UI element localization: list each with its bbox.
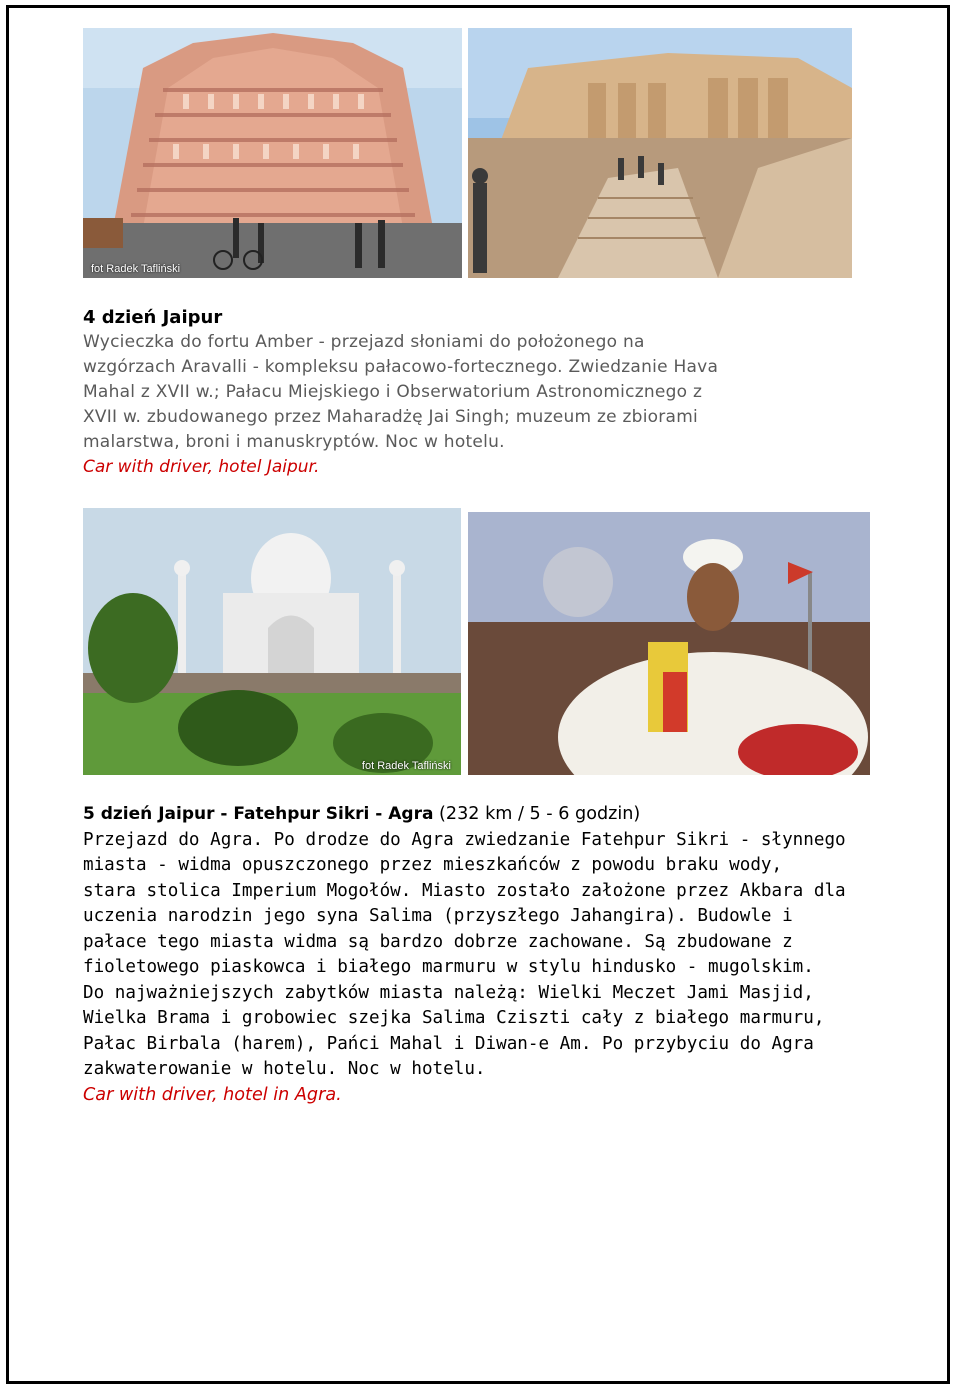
day5-line: Do najważniejszych zabytków miasta należą: Wielki Meczet Jami Masjid, [83,982,814,1003]
day5-line: stara stolica Imperium Mogołów. Miasto zostało założone przez Akbara dla [83,880,846,901]
day5-line: Przejazd do Agra. Po drodze do Agra zwiedzanie Fatehpur Sikri - słynnego [83,829,846,850]
day4-line: wzgórzach Aravalli - kompleksu pałacowo-fortecznego. Zwiedzanie Hava [83,357,719,377]
day5-heading-distance: (232 km / 5 - 6 godzin) [433,804,641,824]
day5-line: Pałac Birbala (harem), Pańci Mahal i Diwan-e Am. Po przybyciu do Agra [83,1033,814,1054]
day5-line: pałace tego miasta widma są bardzo dobrze zachowane. Są zbudowane z [83,931,793,952]
photo-credit: fot Radek Tafliński [91,263,181,275]
day5-line: Wielka Brama i grobowiec szejka Salima Cziszti cały z białego marmuru, [83,1008,825,1028]
day4-line: Wycieczka do fortu Amber - przejazd słoniami do położonego na [83,332,645,352]
day4-line: malarstwa, broni i manuskryptów. Noc w hotelu. [83,432,505,452]
day5-heading [83,802,883,828]
day5-line: miasta - widma opuszczonego przez mieszkańców z powodu braku wody, [83,855,783,875]
day4-line: Mahal z XVII w.; Pałacu Miejskiego i Obserwatorium Astronomicznego z [83,382,703,402]
day4-transport: Car with driver, hotel Jaipur. [83,457,320,477]
amber-fort-photo [468,28,852,278]
day4-section [83,305,883,480]
day5-transport: Car with driver, hotel in Agra. [83,1084,342,1105]
vendor-photo [468,512,870,775]
day4-heading: 4 dzień Jaipur [83,307,223,328]
day5-section [83,802,883,1108]
photo-credit: fot Radek Tafliński [361,760,451,772]
day4-line: XVII w. zbudowanego przez Maharadżę Jai Singh; muzeum ze zbiorami [83,407,699,427]
day5-line: uczenia narodzin jego syna Salima (przyszłego Jahangira). Budowle i [83,906,793,926]
day5-line: fioletowego piaskowca i białego marmuru w stylu hindusko - mugolskim. [83,957,814,977]
day5-line: zakwaterowanie w hotelu. Noc w hotelu. [83,1059,486,1079]
hawa-mahal-photo [83,28,462,278]
taj-mahal-photo [83,508,461,775]
day5-heading-title: 5 dzień Jaipur - Fatehpur Sikri - Agra [83,804,434,824]
